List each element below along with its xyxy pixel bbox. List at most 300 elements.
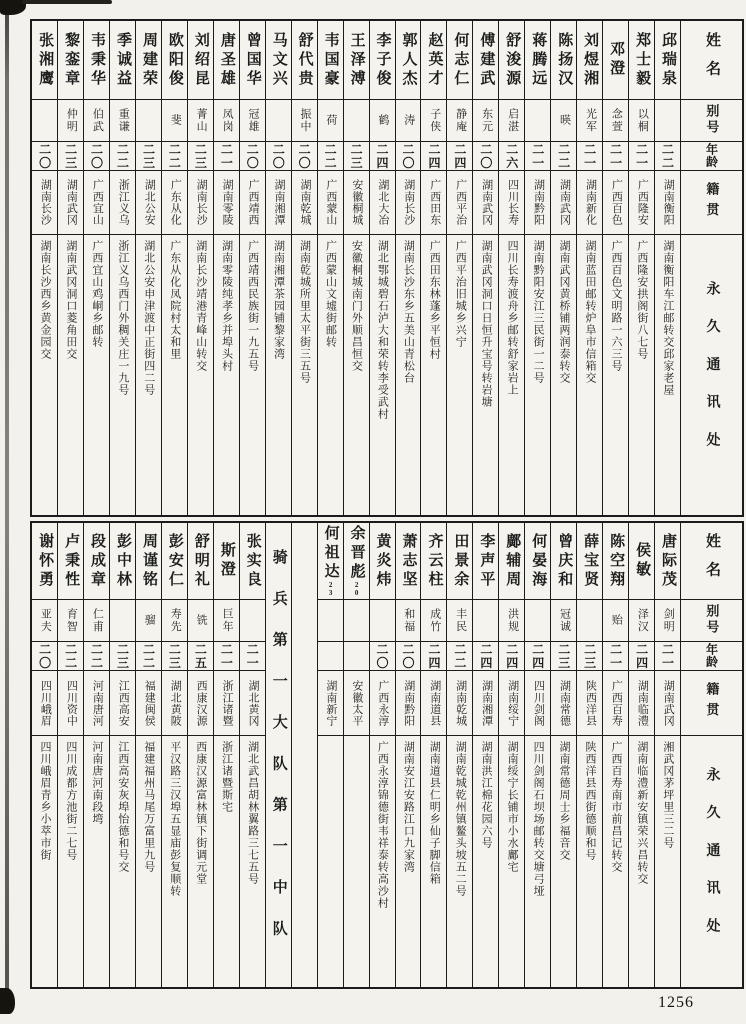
person-column xyxy=(472,523,498,987)
person-column xyxy=(498,523,524,987)
person-native-place: 安徽太平 xyxy=(350,679,363,727)
age-cell xyxy=(473,641,498,670)
person-column xyxy=(576,21,602,515)
native-place-cell xyxy=(396,670,421,735)
age-cell xyxy=(499,141,524,170)
alias-cell xyxy=(136,99,161,141)
alias-cell xyxy=(577,599,602,641)
name-cell xyxy=(396,21,421,99)
person-column xyxy=(369,21,395,515)
person-column xyxy=(161,523,187,987)
name-cell xyxy=(577,523,602,599)
native-place-cell xyxy=(136,670,161,735)
person-column xyxy=(32,21,57,515)
person-native-place: 陕西洋县 xyxy=(584,679,597,727)
person-age: 二一 xyxy=(608,142,623,170)
person-alias: 东元 xyxy=(480,107,493,134)
person-column xyxy=(628,21,654,515)
footnote-mark: 20 xyxy=(352,581,361,598)
alias-cell xyxy=(603,599,628,641)
person-column xyxy=(57,523,83,987)
alias-cell xyxy=(473,99,498,141)
person-address: 湖南绥宁长铺市小水鄺宅 xyxy=(506,741,519,873)
name-cell xyxy=(318,523,343,599)
person-name: 郑士毅 xyxy=(634,31,651,89)
native-place-cell xyxy=(655,170,680,234)
person-name: 舒明礼 xyxy=(192,532,209,590)
person-native-place: 湖南武冈 xyxy=(662,679,675,727)
person-column xyxy=(576,523,602,987)
native-place-cell xyxy=(473,670,498,735)
person-alias: 铣 xyxy=(195,614,208,627)
alias-cell xyxy=(421,599,446,641)
person-name: 王泽溥 xyxy=(348,31,365,89)
name-cell xyxy=(421,21,446,99)
name-cell xyxy=(473,523,498,599)
person-alias: 冠雄 xyxy=(247,107,260,134)
person-address: 四川长寿渡舟乡邮转舒家岩上 xyxy=(506,240,519,396)
name-cell xyxy=(240,21,265,99)
age-cell xyxy=(240,641,265,670)
person-native-place: 四川峨眉 xyxy=(39,679,52,727)
header-address-label: 永久通讯处 xyxy=(704,767,720,956)
address-cell xyxy=(110,234,135,515)
person-alias: 启湛 xyxy=(506,107,519,134)
person-age: 二五 xyxy=(193,642,208,670)
alias-cell xyxy=(396,99,421,141)
address-cell xyxy=(344,735,369,987)
person-column xyxy=(498,21,524,515)
header-native-cell xyxy=(681,170,742,234)
person-native-place: 广西靖西 xyxy=(247,179,260,226)
person-name: 韦秉华 xyxy=(89,31,106,89)
address-cell xyxy=(473,234,498,515)
person-native-place: 湖南衡阳 xyxy=(662,179,675,226)
age-cell xyxy=(318,141,343,170)
blank-column xyxy=(291,523,317,987)
person-address: 浙江义乌西门外稠关庄一九号 xyxy=(116,240,129,396)
name-cell xyxy=(110,21,135,99)
name-cell xyxy=(603,523,628,599)
section-title-column xyxy=(265,523,291,987)
name-cell xyxy=(136,21,161,99)
name-cell xyxy=(603,21,628,99)
person-name: 彭中林 xyxy=(115,532,131,590)
age-cell xyxy=(266,141,291,170)
alias-cell xyxy=(162,599,187,641)
person-alias: 凤岗 xyxy=(221,107,234,134)
person-alias: 暎 xyxy=(558,114,571,127)
alias-cell xyxy=(136,599,161,641)
person-address: 湖南长沙西乡黄金园交 xyxy=(38,240,51,360)
section-title: 骑兵第一大队第一中队 xyxy=(270,548,287,962)
alias-cell xyxy=(266,99,291,141)
alias-cell xyxy=(655,99,680,141)
person-age: 二三 xyxy=(556,642,571,670)
person-name: 陈扬汉 xyxy=(556,31,573,89)
name-cell xyxy=(577,21,602,99)
person-address: 广西百寿南市前昌记转交 xyxy=(609,741,622,873)
name-cell xyxy=(551,21,576,99)
alias-cell xyxy=(58,99,83,141)
person-column xyxy=(83,523,109,987)
person-address: 广东从化凤院村太和里 xyxy=(168,240,181,360)
native-place-cell xyxy=(603,670,628,735)
header-age-cell xyxy=(681,641,742,670)
person-address: 湖南衡阳车江邮转交邱家老屋 xyxy=(661,240,674,396)
person-column xyxy=(550,523,576,987)
person-column xyxy=(135,523,161,987)
header-native-cell xyxy=(681,670,742,735)
name-cell xyxy=(162,523,187,599)
name-cell xyxy=(240,523,265,599)
name-cell xyxy=(370,21,395,99)
person-address: 湖南长沙东乡五美山青松台 xyxy=(402,240,415,384)
person-address: 广西宜山鸡峒乡邮转 xyxy=(90,240,103,348)
person-column xyxy=(602,523,628,987)
alias-cell xyxy=(318,599,343,641)
native-place-cell xyxy=(110,670,135,735)
person-column xyxy=(395,21,421,515)
person-address: 广西蒙山文墟街邮转 xyxy=(324,240,337,348)
address-cell xyxy=(162,735,187,987)
alias-cell xyxy=(240,599,265,641)
alias-cell xyxy=(473,599,498,641)
age-cell xyxy=(344,641,369,670)
person-alias: 巨年 xyxy=(221,607,234,634)
name-cell xyxy=(344,523,369,599)
person-age: 二〇 xyxy=(37,642,52,670)
person-name: 萧志坚 xyxy=(400,532,417,590)
person-name: 段成章 xyxy=(89,532,106,590)
person-name: 谢怀勇 xyxy=(37,532,54,590)
person-column xyxy=(109,21,135,515)
native-place-cell xyxy=(58,670,83,735)
person-native-place: 湖北黄陂 xyxy=(169,679,182,727)
person-address: 广西百色文明路一六三号 xyxy=(609,240,622,372)
person-native-place: 湖南新宁 xyxy=(324,679,337,727)
person-column xyxy=(395,523,421,987)
person-name: 何祖达23 xyxy=(322,524,339,598)
native-place-cell xyxy=(370,170,395,234)
alias-cell xyxy=(629,99,654,141)
person-age: 二一 xyxy=(219,142,234,170)
person-age: 二二 xyxy=(63,642,78,670)
age-cell xyxy=(136,141,161,170)
person-column xyxy=(239,21,265,515)
person-alias: 贻 xyxy=(610,614,623,627)
address-cell xyxy=(84,735,109,987)
alias-cell xyxy=(214,599,239,641)
person-alias: 泽汉 xyxy=(636,607,649,634)
person-address: 湖北武昌胡林翼路三七五号 xyxy=(246,741,259,885)
header-name-cell xyxy=(681,523,742,599)
person-column xyxy=(135,21,161,515)
address-cell xyxy=(240,735,265,987)
address-cell xyxy=(136,234,161,515)
person-name: 斯澄 xyxy=(218,542,235,580)
person-column xyxy=(109,523,135,987)
native-place-cell xyxy=(188,670,213,735)
person-address: 湖南乾城所里太平街三五号 xyxy=(298,240,311,384)
person-age: 二〇 xyxy=(37,142,52,170)
name-cell xyxy=(499,523,524,599)
person-native-place: 湖南新化 xyxy=(584,179,597,226)
age-cell xyxy=(551,141,576,170)
alias-cell xyxy=(655,599,680,641)
person-age: 二二 xyxy=(167,142,182,170)
person-native-place: 湖南黔阳 xyxy=(402,679,415,727)
person-name: 周谨铭 xyxy=(140,532,157,590)
age-cell xyxy=(421,141,446,170)
person-column xyxy=(343,21,369,515)
age-cell xyxy=(370,141,395,170)
name-cell xyxy=(136,523,161,599)
person-address: 浙江诸暨斯宅 xyxy=(220,741,233,813)
person-native-place: 湖南临澧 xyxy=(636,679,649,727)
address-cell xyxy=(421,735,446,987)
person-address: 江西高安灰埠怡德和号交 xyxy=(116,741,129,873)
person-address: 湖南蓝田邮转炉阜市信箱交 xyxy=(583,240,596,384)
alias-cell xyxy=(551,99,576,141)
address-cell xyxy=(499,735,524,987)
person-name: 赵英才 xyxy=(426,31,443,89)
person-address: 河南唐河南段塆 xyxy=(90,741,103,825)
person-name: 余晋彪20 xyxy=(348,524,365,598)
person-age: 二〇 xyxy=(271,142,286,170)
name-cell xyxy=(447,21,472,99)
address-cell xyxy=(655,735,680,987)
age-cell xyxy=(136,641,161,670)
person-column xyxy=(524,21,550,515)
person-name: 欧阳俊 xyxy=(166,31,183,89)
name-cell xyxy=(473,21,498,99)
address-cell xyxy=(162,234,187,515)
person-address: 湖南洪江棉花园六号 xyxy=(480,741,493,849)
person-address: 广西靖西民族街一九五号 xyxy=(246,240,259,372)
person-native-place: 江西高安 xyxy=(117,679,130,727)
address-cell xyxy=(551,735,576,987)
header-native-label: 籍贯 xyxy=(704,181,720,224)
person-age: 二一 xyxy=(608,642,623,670)
person-address: 湖北鄂城碧石泸大和荣转李受武村 xyxy=(376,240,389,420)
age-cell xyxy=(344,141,369,170)
native-place-cell xyxy=(629,670,654,735)
name-cell xyxy=(214,21,239,99)
person-column xyxy=(83,21,109,515)
person-native-place: 四川长寿 xyxy=(506,179,519,226)
person-column xyxy=(420,21,446,515)
alias-cell xyxy=(447,599,472,641)
alias-cell xyxy=(370,99,395,141)
person-address: 广西田东林蓬乡平恒村 xyxy=(428,240,441,360)
person-native-place: 广东从化 xyxy=(169,179,182,226)
person-native-place: 福建闽侯 xyxy=(143,679,156,727)
address-cell xyxy=(396,735,421,987)
person-age: 二〇 xyxy=(375,642,390,670)
person-native-place: 广西隆安 xyxy=(636,179,649,226)
age-cell xyxy=(603,141,628,170)
header-native-label: 籍贯 xyxy=(704,682,720,724)
person-alias: 静庵 xyxy=(454,107,467,134)
address-cell xyxy=(603,735,628,987)
person-address: 湖南零陵纯孝乡并埠头村 xyxy=(220,240,233,372)
person-native-place: 西康汉源 xyxy=(195,679,208,727)
person-column xyxy=(420,523,446,987)
person-name: 黄炎炜 xyxy=(374,532,391,590)
native-place-cell xyxy=(447,670,472,735)
age-cell xyxy=(603,641,628,670)
native-place-cell xyxy=(32,170,57,234)
person-alias: 仁甫 xyxy=(91,607,104,634)
person-native-place: 广西百色 xyxy=(610,179,623,226)
person-age: 二一 xyxy=(245,642,260,670)
name-cell xyxy=(525,21,550,99)
person-age: 二三 xyxy=(115,642,130,670)
age-cell xyxy=(473,141,498,170)
alias-cell xyxy=(214,99,239,141)
scan-blob-bottom-left xyxy=(0,988,15,1014)
person-address: 四川成都方池街二七号 xyxy=(64,741,77,861)
person-age: 二二 xyxy=(323,142,338,170)
header-alias-label: 别号 xyxy=(704,604,720,637)
age-cell xyxy=(110,641,135,670)
header-alias-cell xyxy=(681,599,742,641)
name-cell xyxy=(344,21,369,99)
person-native-place: 湖南武冈 xyxy=(558,179,571,226)
native-place-cell xyxy=(499,170,524,234)
scan-edge-artifact xyxy=(5,0,9,1012)
native-place-cell xyxy=(214,670,239,735)
person-age: 二三 xyxy=(582,642,597,670)
person-column xyxy=(32,523,57,987)
age-cell xyxy=(240,141,265,170)
person-native-place: 广西蒙山 xyxy=(324,179,337,226)
person-address: 广西永淳锦德街韦祥泰转高沙村 xyxy=(376,741,389,909)
alias-cell xyxy=(32,599,57,641)
person-name: 曾国华 xyxy=(244,31,261,89)
person-column xyxy=(628,523,654,987)
age-cell xyxy=(84,141,109,170)
person-native-place: 湖南武冈 xyxy=(480,179,493,226)
person-address: 湘武冈茅坪里三二号 xyxy=(661,741,674,849)
header-address-cell xyxy=(681,735,742,987)
alias-cell xyxy=(292,99,317,141)
native-place-cell xyxy=(551,670,576,735)
person-native-place: 湖南绥宁 xyxy=(506,679,519,727)
age-cell xyxy=(629,141,654,170)
address-cell xyxy=(110,735,135,987)
person-column xyxy=(239,523,265,987)
age-cell xyxy=(655,141,680,170)
person-age: 二〇 xyxy=(297,142,312,170)
person-alias: 丰民 xyxy=(454,607,467,634)
native-place-cell xyxy=(577,670,602,735)
native-place-cell xyxy=(84,170,109,234)
name-cell xyxy=(110,523,135,599)
person-column xyxy=(472,21,498,515)
person-native-place: 湖南湘潭 xyxy=(480,679,493,727)
person-age: 二四 xyxy=(634,642,649,670)
roster-table-lower xyxy=(30,521,744,989)
person-name: 曾庆和 xyxy=(556,532,573,590)
native-place-cell xyxy=(421,170,446,234)
person-name: 张湘鹰 xyxy=(37,31,54,89)
age-cell xyxy=(292,141,317,170)
person-name: 邓澄 xyxy=(608,41,625,79)
alias-cell xyxy=(629,599,654,641)
age-cell xyxy=(58,141,83,170)
person-native-place: 广西百寿 xyxy=(610,679,623,727)
person-address: 湖南常德周士乡福音交 xyxy=(558,741,571,861)
person-alias: 涛 xyxy=(402,114,415,127)
alias-cell xyxy=(32,99,57,141)
person-address: 湖南黔阳安江三民街一二号 xyxy=(532,240,545,384)
person-alias: 洪规 xyxy=(506,607,519,634)
person-address: 湖南乾城乾州镇鳌头坡五二号 xyxy=(454,741,467,897)
person-age: 二三 xyxy=(141,142,156,170)
address-cell xyxy=(188,735,213,987)
person-age: 二四 xyxy=(375,142,390,170)
alias-cell xyxy=(344,99,369,141)
native-place-cell xyxy=(292,170,317,234)
person-alias: 冠诚 xyxy=(558,607,571,634)
native-place-cell xyxy=(58,170,83,234)
native-place-cell xyxy=(396,170,421,234)
age-cell xyxy=(629,641,654,670)
person-name: 傅建武 xyxy=(478,31,495,89)
header-column xyxy=(680,523,742,987)
person-age: 二一 xyxy=(634,142,649,170)
alias-cell xyxy=(58,599,83,641)
person-alias: 念萱 xyxy=(610,107,623,134)
native-place-cell xyxy=(188,170,213,234)
person-address: 湖南长沙靖港青峰山转交 xyxy=(194,240,207,372)
person-name: 蒋腾远 xyxy=(530,31,547,89)
person-age: 二四 xyxy=(452,142,467,170)
header-age-label: 年龄 xyxy=(704,643,719,669)
person-name: 彭安仁 xyxy=(166,532,183,590)
person-name: 舒代贵 xyxy=(296,31,313,89)
age-cell xyxy=(396,641,421,670)
age-cell xyxy=(447,641,472,670)
address-cell xyxy=(421,234,446,515)
header-name-cell xyxy=(681,21,742,99)
person-name: 李子俊 xyxy=(374,31,391,89)
header-alias-label: 别号 xyxy=(704,104,720,137)
person-column xyxy=(550,21,576,515)
native-place-cell xyxy=(447,170,472,234)
alias-cell xyxy=(499,99,524,141)
name-cell xyxy=(655,21,680,99)
native-place-cell xyxy=(110,170,135,234)
name-cell xyxy=(292,21,317,99)
address-cell xyxy=(629,735,654,987)
alias-cell xyxy=(551,599,576,641)
alias-cell xyxy=(240,99,265,141)
person-native-place: 湖南道县 xyxy=(428,679,441,727)
person-name: 齐云柱 xyxy=(426,532,443,590)
native-place-cell xyxy=(473,170,498,234)
person-column xyxy=(602,21,628,515)
address-cell xyxy=(577,234,602,515)
person-native-place: 湖北公安 xyxy=(143,179,156,226)
person-name: 陈空翔 xyxy=(608,532,625,590)
alias-cell xyxy=(525,99,550,141)
person-age: 二二 xyxy=(89,642,104,670)
person-age: 二〇 xyxy=(89,142,104,170)
person-age: 二二 xyxy=(115,142,130,170)
